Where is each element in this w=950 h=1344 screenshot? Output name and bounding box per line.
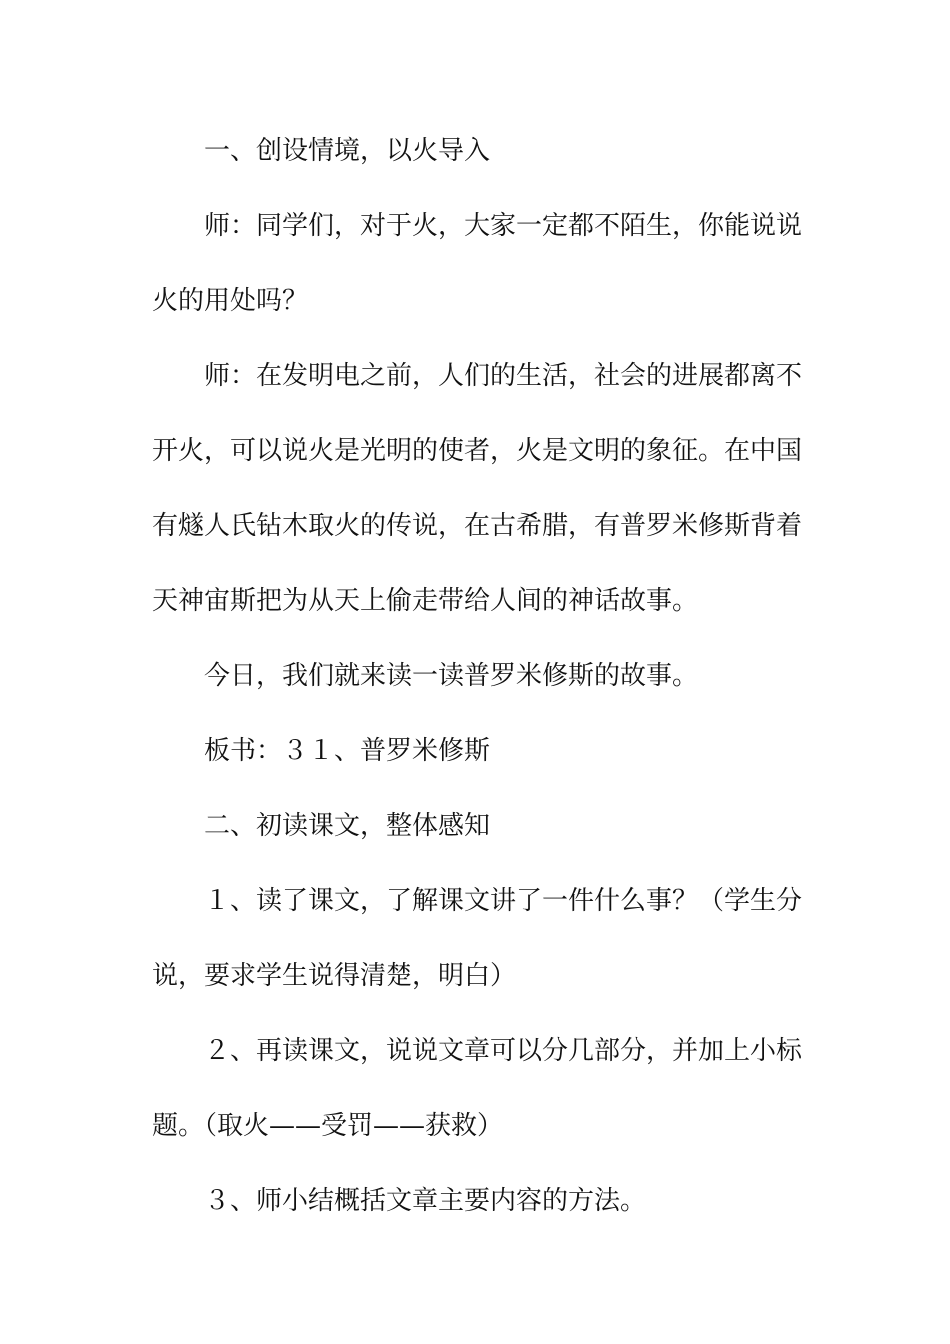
- list-item-1-line-1: １、读了课文，了解课文讲了一件什么事？（学生分: [204, 886, 803, 916]
- list-item-3: ３、师小结概括文章主要内容的方法。: [204, 1186, 647, 1216]
- paragraph-teacher-2-line-1: 师：在发明电之前，人们的生活，社会的进展都离不: [204, 361, 803, 391]
- list-item-2-line-2: 题。（取火——受罚——获救）: [152, 1111, 504, 1141]
- paragraph-today: 今日，我们就来读一读普罗米修斯的故事。: [204, 661, 699, 691]
- list-item-2-line-1: ２、再读课文，说说文章可以分几部分，并加上小标: [204, 1036, 803, 1066]
- paragraph-blackboard: 板书：３１、普罗米修斯: [204, 736, 491, 766]
- paragraph-teacher-2-line-4: 天神宙斯把为从天上偷走带给人间的神话故事。: [152, 586, 699, 616]
- paragraph-teacher-1-line-2: 火的用处吗？: [152, 286, 309, 316]
- list-item-1-line-2: 说，要求学生说得清楚，明白）: [152, 961, 517, 991]
- paragraph-teacher-1-line-1: 师：同学们，对于火，大家一定都不陌生，你能说说: [204, 211, 803, 241]
- heading-section-1: 一、创设情境，以火导入: [204, 136, 491, 166]
- paragraph-teacher-2-line-3: 有燧人氏钻木取火的传说，在古希腊，有普罗米修斯背着: [152, 511, 803, 541]
- heading-section-2: 二、初读课文，整体感知: [204, 811, 491, 841]
- paragraph-teacher-2-line-2: 开火，可以说火是光明的使者，火是文明的象征。在中国: [152, 436, 803, 466]
